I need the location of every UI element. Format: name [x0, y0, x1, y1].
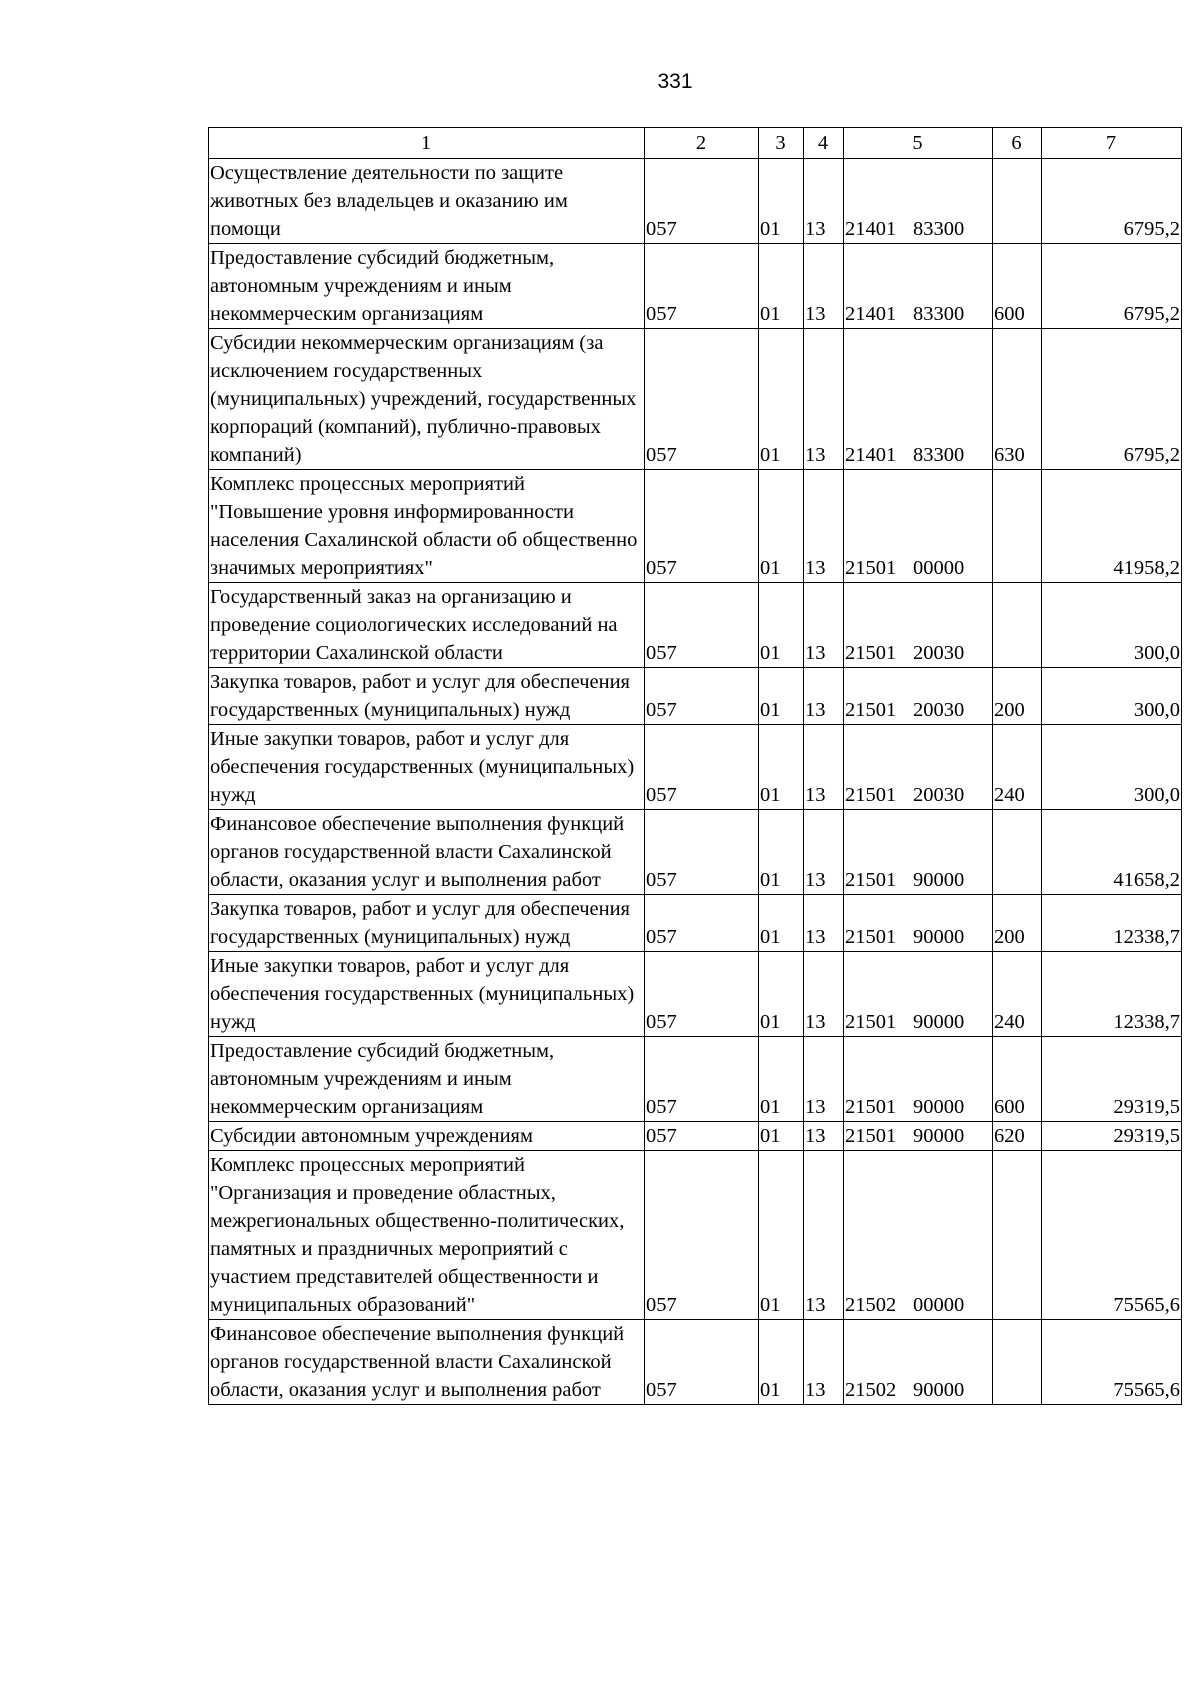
row-code-part-a: 21501 — [845, 1125, 897, 1147]
table-row — [209, 329, 1182, 470]
row-name-cell: Осуществление деятельности по защите животных без владельцев и оказанию им помощи — [209, 159, 645, 244]
row-name-cell: Предоставление субсидий бюджетным, автономным учреждениям и иным некоммерческим организациям — [209, 1037, 645, 1122]
row-col3-cell: 01 — [759, 583, 804, 668]
column-header: 3 — [759, 128, 804, 159]
row-name-cell: Закупка товаров, работ и услуг для обеспечения государственных (муниципальных) нужд — [209, 895, 645, 952]
row-col5-cell — [844, 1037, 993, 1122]
row-col6-cell — [993, 159, 1042, 244]
row-code-part-a: 21501 — [845, 926, 897, 948]
row-name-cell: Иные закупки товаров, работ и услуг для обеспечения государственных (муниципальных) нужд — [209, 725, 645, 810]
row-col3-cell: 01 — [759, 329, 804, 470]
row-code-part-b: 83300 — [913, 218, 965, 240]
page-number: 331 — [657, 70, 693, 93]
row-col3-cell: 01 — [759, 668, 804, 725]
row-col5-cell — [844, 329, 993, 470]
row-col4-cell: 13 — [804, 1151, 844, 1320]
row-col7-cell: 300,0 — [1042, 725, 1182, 810]
row-name-cell: Финансовое обеспечение выполнения функций органов государственной власти Сахалинской области, оказания услуг и выполнения работ — [209, 1320, 645, 1405]
row-col3-cell: 01 — [759, 1122, 804, 1151]
row-code-part-a: 21501 — [845, 869, 897, 891]
row-col2-cell: 057 — [645, 895, 759, 952]
row-col4-cell: 13 — [804, 159, 844, 244]
row-col7-cell: 6795,2 — [1042, 159, 1182, 244]
row-col3-cell: 01 — [759, 810, 804, 895]
row-code-part-b: 20030 — [913, 784, 965, 806]
row-code-part-a: 21501 — [845, 699, 897, 721]
row-col6-cell: 240 — [993, 952, 1042, 1037]
row-col5-cell — [844, 470, 993, 583]
row-name-cell: Иные закупки товаров, работ и услуг для обеспечения государственных (муниципальных) нужд — [209, 952, 645, 1037]
row-col4-cell: 13 — [804, 1122, 844, 1151]
row-col2-cell: 057 — [645, 1151, 759, 1320]
row-name-cell: Субсидии некоммерческим организациям (за исключением государственных (муниципальных) учреждений, государственных корпораций (компаний), публично-правовых компаний) — [209, 329, 645, 470]
row-code-part-b: 90000 — [913, 869, 965, 891]
row-col4-cell: 13 — [804, 329, 844, 470]
row-col4-cell: 13 — [804, 668, 844, 725]
row-col6-cell: 240 — [993, 725, 1042, 810]
row-col7-cell: 300,0 — [1042, 583, 1182, 668]
row-col3-cell: 01 — [759, 725, 804, 810]
row-col7-cell: 75565,6 — [1042, 1151, 1182, 1320]
row-col7-cell: 12338,7 — [1042, 895, 1182, 952]
row-col7-cell: 41658,2 — [1042, 810, 1182, 895]
row-code-part-a: 21501 — [845, 642, 897, 664]
row-col5-cell — [844, 583, 993, 668]
table-row — [209, 244, 1182, 329]
table-header-row — [209, 128, 1182, 159]
row-code-part-a: 21501 — [845, 784, 897, 806]
row-col7-cell: 300,0 — [1042, 668, 1182, 725]
row-col2-cell: 057 — [645, 952, 759, 1037]
row-col3-cell: 01 — [759, 1151, 804, 1320]
row-col4-cell: 13 — [804, 470, 844, 583]
row-col6-cell: 600 — [993, 244, 1042, 329]
row-col3-cell: 01 — [759, 1037, 804, 1122]
column-header: 2 — [645, 128, 759, 159]
row-code-part-a: 21401 — [845, 303, 897, 325]
row-col5-cell — [844, 895, 993, 952]
row-col5-cell — [844, 810, 993, 895]
row-col7-cell: 29319,5 — [1042, 1122, 1182, 1151]
row-col7-cell: 6795,2 — [1042, 244, 1182, 329]
row-col2-cell: 057 — [645, 470, 759, 583]
row-code-part-b: 90000 — [913, 1379, 965, 1401]
row-col2-cell: 057 — [645, 159, 759, 244]
row-col3-cell: 01 — [759, 244, 804, 329]
row-col2-cell: 057 — [645, 810, 759, 895]
row-col2-cell: 057 — [645, 1037, 759, 1122]
row-col4-cell: 13 — [804, 1320, 844, 1405]
row-col4-cell: 13 — [804, 1037, 844, 1122]
column-header: 4 — [804, 128, 844, 159]
row-col6-cell: 630 — [993, 329, 1042, 470]
column-header: 7 — [1042, 128, 1182, 159]
row-col2-cell: 057 — [645, 244, 759, 329]
row-col5-cell — [844, 668, 993, 725]
row-code-part-b: 83300 — [913, 303, 965, 325]
row-col6-cell — [993, 1320, 1042, 1405]
table-row — [209, 159, 1182, 244]
row-col6-cell — [993, 470, 1042, 583]
row-col4-cell: 13 — [804, 725, 844, 810]
row-code-part-a: 21501 — [845, 1096, 897, 1118]
row-name-cell: Закупка товаров, работ и услуг для обеспечения государственных (муниципальных) нужд — [209, 668, 645, 725]
row-col3-cell: 01 — [759, 952, 804, 1037]
row-name-cell: Субсидии автономным учреждениям — [209, 1122, 645, 1151]
row-code-part-b: 20030 — [913, 642, 965, 664]
row-col5-cell — [844, 725, 993, 810]
row-code-part-b: 83300 — [913, 444, 965, 466]
row-col6-cell — [993, 1151, 1042, 1320]
table-row — [209, 1151, 1182, 1320]
row-code-part-a: 21401 — [845, 444, 897, 466]
row-code-part-a: 21401 — [845, 218, 897, 240]
row-col4-cell: 13 — [804, 952, 844, 1037]
row-code-part-b: 90000 — [913, 1125, 965, 1147]
row-code-part-b: 20030 — [913, 699, 965, 721]
row-col3-cell: 01 — [759, 895, 804, 952]
row-col3-cell: 01 — [759, 470, 804, 583]
row-code-part-b: 90000 — [913, 1011, 965, 1033]
row-col2-cell: 057 — [645, 583, 759, 668]
table-row — [209, 1320, 1182, 1405]
row-col7-cell: 29319,5 — [1042, 1037, 1182, 1122]
row-name-cell: Финансовое обеспечение выполнения функций органов государственной власти Сахалинской области, оказания услуг и выполнения работ — [209, 810, 645, 895]
row-col7-cell: 6795,2 — [1042, 329, 1182, 470]
row-col5-cell — [844, 952, 993, 1037]
table-row — [209, 895, 1182, 952]
row-col5-cell — [844, 1320, 993, 1405]
row-name-cell: Государственный заказ на организацию и проведение социологических исследований на территории Сахалинской области — [209, 583, 645, 668]
row-name-cell: Комплекс процессных мероприятий "Организация и проведение областных, межрегиональных общественно-политических, памятных и праздничных мероприятий с участием представителей общественности и муниципальных образований" — [209, 1151, 645, 1320]
row-col4-cell: 13 — [804, 244, 844, 329]
row-code-part-b: 00000 — [913, 1294, 965, 1316]
table-row — [209, 583, 1182, 668]
table-row — [209, 810, 1182, 895]
row-code-part-b: 90000 — [913, 1096, 965, 1118]
table-row — [209, 952, 1182, 1037]
row-code-part-a: 21501 — [845, 1011, 897, 1033]
row-col4-cell: 13 — [804, 583, 844, 668]
row-col3-cell: 01 — [759, 1320, 804, 1405]
row-col2-cell: 057 — [645, 668, 759, 725]
row-name-cell: Предоставление субсидий бюджетным, автономным учреждениям и иным некоммерческим организациям — [209, 244, 645, 329]
row-col5-cell — [844, 1122, 993, 1151]
table-row — [209, 668, 1182, 725]
row-col2-cell: 057 — [645, 1320, 759, 1405]
row-col5-cell — [844, 244, 993, 329]
table-row — [209, 470, 1182, 583]
row-col7-cell: 12338,7 — [1042, 952, 1182, 1037]
row-col6-cell: 200 — [993, 668, 1042, 725]
row-code-part-b: 90000 — [913, 926, 965, 948]
row-col6-cell — [993, 583, 1042, 668]
row-col7-cell: 75565,6 — [1042, 1320, 1182, 1405]
row-col2-cell: 057 — [645, 1122, 759, 1151]
row-col6-cell: 620 — [993, 1122, 1042, 1151]
table-row — [209, 1037, 1182, 1122]
table-row — [209, 725, 1182, 810]
row-code-part-b: 00000 — [913, 557, 965, 579]
row-col7-cell: 41958,2 — [1042, 470, 1182, 583]
row-col4-cell: 13 — [804, 810, 844, 895]
column-header: 6 — [993, 128, 1042, 159]
column-header: 5 — [844, 128, 993, 159]
row-code-part-a: 21501 — [845, 557, 897, 579]
row-col2-cell: 057 — [645, 725, 759, 810]
row-col6-cell — [993, 810, 1042, 895]
row-code-part-a: 21502 — [845, 1294, 897, 1316]
row-code-part-a: 21502 — [845, 1379, 897, 1401]
row-col5-cell — [844, 159, 993, 244]
row-name-cell: Комплекс процессных мероприятий "Повышение уровня информированности населения Сахалинской области об общественно значимых мероприятиях" — [209, 470, 645, 583]
budget-table — [208, 127, 1182, 1405]
row-col6-cell: 600 — [993, 1037, 1042, 1122]
row-col2-cell: 057 — [645, 329, 759, 470]
row-col3-cell: 01 — [759, 159, 804, 244]
table-row — [209, 1122, 1182, 1151]
row-col5-cell — [844, 1151, 993, 1320]
row-col4-cell: 13 — [804, 895, 844, 952]
row-col6-cell: 200 — [993, 895, 1042, 952]
column-header: 1 — [209, 128, 645, 159]
